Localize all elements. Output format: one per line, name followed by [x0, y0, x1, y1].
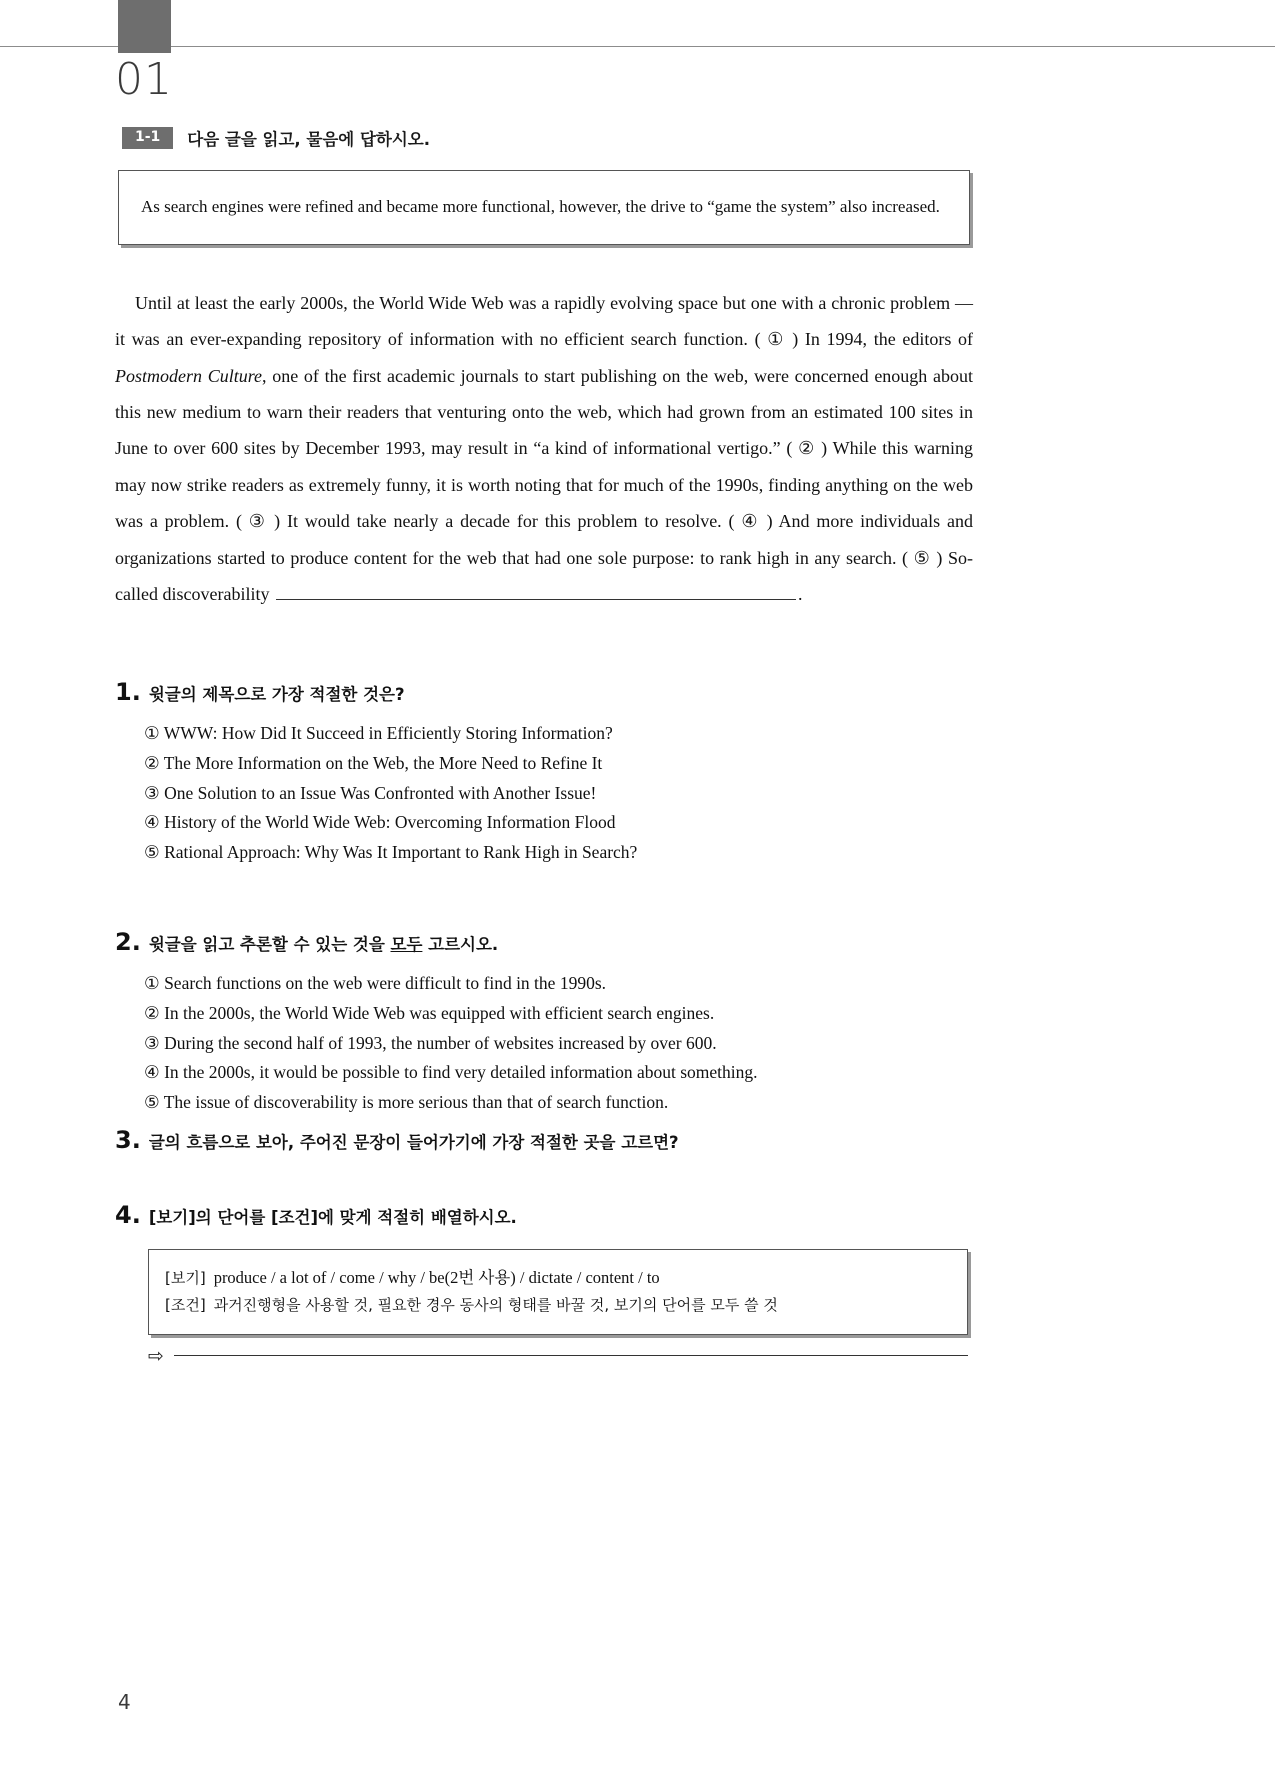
- choice-item[interactable]: ① WWW: How Did It Succeed in Efficiently Storing Information?: [144, 723, 613, 743]
- header-divider: [0, 46, 1275, 47]
- question-2: [115, 930, 995, 1118]
- direction-text: 다음 글을 읽고, 물음에 답하시오.: [187, 130, 431, 149]
- given-sentence-text: As search engines were refined and became more functional, however, the drive to “game the system” also increased.: [141, 197, 940, 216]
- question-3: [115, 1128, 995, 1153]
- choice-item[interactable]: ③ During the second half of 1993, the number of websites increased by over 600.: [144, 1032, 717, 1053]
- choice-item[interactable]: ① Search functions on the web were difficult to find in the 1990s.: [144, 973, 606, 993]
- bogi-tag: [보기]: [165, 1269, 206, 1287]
- choice-item[interactable]: ② In the 2000s, the World Wide Web was equipped with efficient search engines.: [144, 1002, 715, 1023]
- question-1-number: 1.: [115, 678, 141, 706]
- question-2-title-emphasis: 모두: [390, 935, 423, 954]
- jogeon-tag: [조건]: [165, 1296, 206, 1315]
- choice-item[interactable]: ⑤ The issue of discoverability is more serious than that of search function.: [144, 1092, 669, 1112]
- question-4-title: [보기]의 단어를 [조건]에 맞게 적절히 배열하시오.: [148, 1208, 517, 1227]
- bogi-words: produce / a lot of / come / why / be(2번 사용) / dictate / content / to: [213, 1268, 660, 1287]
- answer-write-line[interactable]: [174, 1354, 968, 1356]
- question-2-choices: [144, 969, 995, 1118]
- word-bank-jogeon-line: [165, 1292, 951, 1319]
- answer-input-row[interactable]: [148, 1345, 968, 1367]
- question-3-title: 글의 흐름으로 보아, 주어진 문장이 들어가기에 가장 적절한 곳을 고르면?: [148, 1133, 679, 1152]
- question-1-choices: [144, 719, 995, 868]
- question-3-head: [115, 1128, 995, 1153]
- word-bank-box: [148, 1249, 968, 1335]
- passage-part-3: .: [797, 583, 803, 604]
- question-4-head: [115, 1203, 995, 1228]
- given-sentence-box: [118, 170, 970, 245]
- question-4-number: 4.: [115, 1201, 141, 1229]
- jogeon-text: 과거진행형을 사용할 것, 필요한 경우 동사의 형태를 바꿀 것, 보기의 단어를 모두 쓸 것: [213, 1296, 778, 1315]
- passage-part-1: Until at least the early 2000s, the World Wide Web was a rapidly evolving space but one with a chronic problem — it was an ever-expanding repository of information with no efficient search function. ( ① ) In 1994, the editors of: [115, 293, 973, 350]
- question-2-title: [149, 931, 498, 955]
- question-2-head: [115, 930, 995, 955]
- choice-item[interactable]: ④ In the 2000s, it would be possible to find very detailed information about something.: [144, 1062, 758, 1083]
- header-tab-block: [118, 0, 171, 53]
- direction-badge: 1-1: [122, 127, 173, 149]
- question-1: [115, 680, 995, 868]
- direction-line: [122, 126, 430, 150]
- question-2-number: 2.: [115, 928, 141, 956]
- question-3-number: 3.: [115, 1126, 141, 1154]
- choice-item[interactable]: ③ One Solution to an Issue Was Confronted with Another Issue!: [144, 782, 597, 803]
- choice-item[interactable]: ⑤ Rational Approach: Why Was It Important to Rank High in Search?: [144, 842, 638, 862]
- choice-item[interactable]: ④ History of the World Wide Web: Overcoming Information Flood: [144, 812, 616, 833]
- word-bank-bogi-line: [165, 1263, 951, 1292]
- page-number: 4: [118, 1690, 131, 1714]
- question-4: [115, 1203, 995, 1228]
- question-2-title-post: 고르시오.: [422, 935, 499, 954]
- passage-part-2: , one of the first academic journals to start publishing on the web, were concerned enough about this new medium to warn their readers that venturing onto the web, which had grown from an estimated 100 sites in June to over 600 sites by December 1993, may result in “a kind of informational vertigo.” ( ② ) While this warning may now strike readers as extremely funny, it is worth noting that for much of the 1990s, finding anything on the web was a problem. ( ③ ) It would take nearly a decade for this problem to resolve. ( ④ ) And more individuals and organizations started to produce content for the web that had one sole purpose: to rank high in any search. ( ⑤ ) So-called discoverability: [115, 365, 973, 604]
- passage-journal-title: Postmodern Culture: [115, 365, 263, 386]
- unit-number: 01: [115, 54, 173, 105]
- question-1-title: 윗글의 제목으로 가장 적절한 것은?: [148, 685, 405, 704]
- question-2-title-pre: 윗글을 읽고 추론할 수 있는 것을: [148, 935, 391, 954]
- passage-blank-line: [276, 582, 796, 600]
- right-arrow-icon: ⇨: [148, 1345, 164, 1367]
- choice-item[interactable]: ② The More Information on the Web, the More Need to Refine It: [144, 752, 603, 773]
- question-1-head: [115, 680, 995, 705]
- reading-passage: [115, 285, 973, 612]
